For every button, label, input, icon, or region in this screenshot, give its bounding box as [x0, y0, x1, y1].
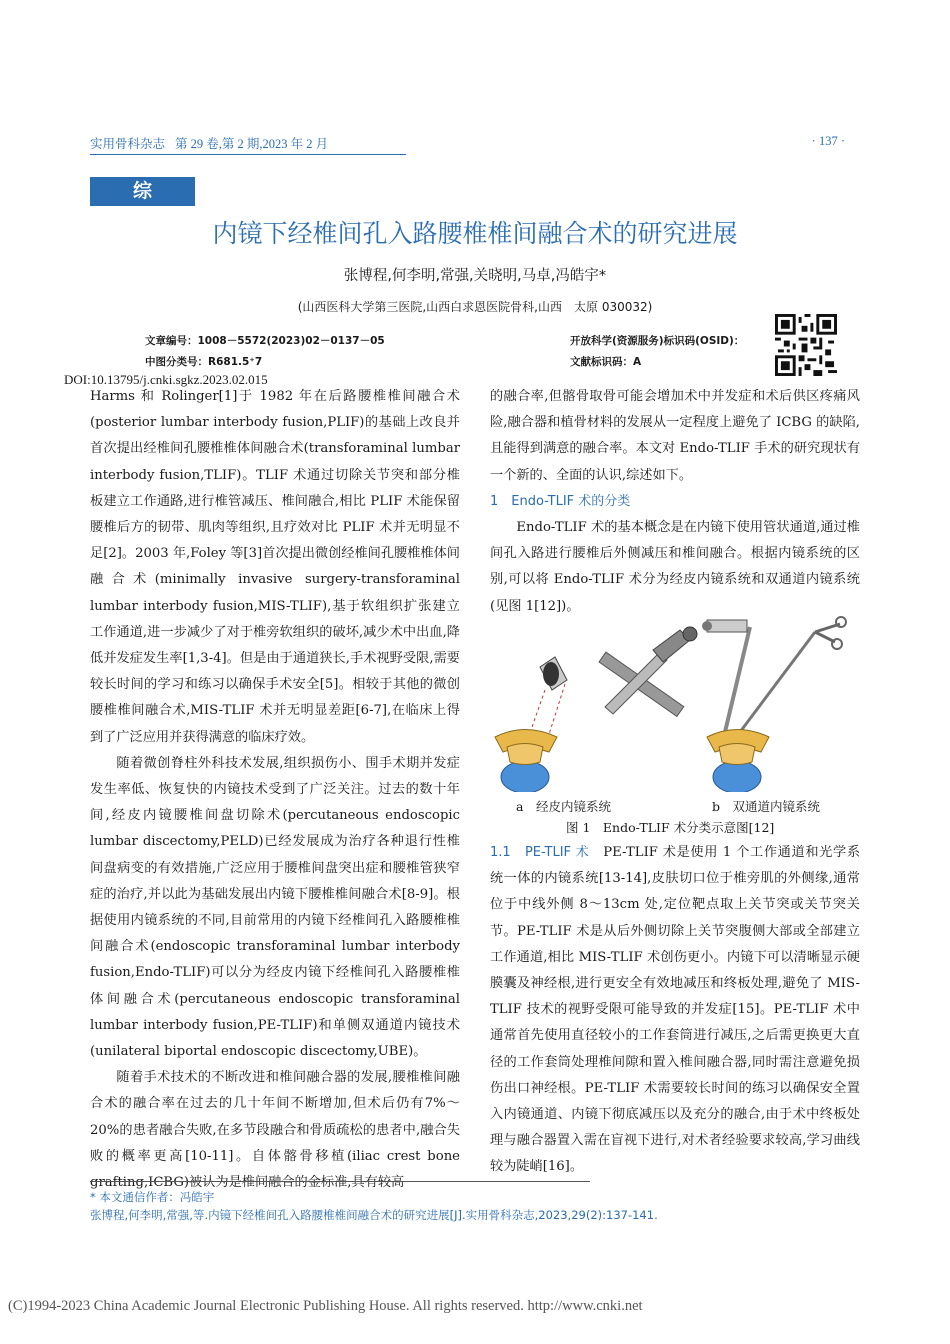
subsection-heading: 1.1 PE-TLIF 术: [490, 845, 590, 860]
left-column: [90, 384, 460, 1196]
figure-label-a: a 经皮内镜系统: [516, 799, 611, 814]
paragraph: PE-TLIF 术是使用 1 个工作通道和光学系统一体的内镜系统[13-14],皮肤切口位于椎旁肌的外侧缘,通常位于中线外侧 8～13cm 处,定位靶点取上关节突或关节突关节。PE-TLIF 术是从后外侧切除上关节突腹侧大部或全部建立工作通道,相比 MIS-TLIF 术创伤更小。内镜下可以清晰显示硬膜囊及神经根,进行更安全有效地减压和终板处理,避免了 MIS-TLIF 技术的视野受限可能导致的并发症[15]。PE-TLIF 术中通常首先使用直径较小的工作套筒进行减压,之后需更换更大直径的工作套筒处理椎间隙和置入椎间融合器,同时需注意避免损伤出口神经根。PE-TLIF 术需要较长时间的练习以确保安全置入内镜通道、内镜下彻底减压以及充分的融合,由于术中终板处理与融合器置入需在盲视下进行,对术者经验要求较高,学习曲线较为陡峭[16]。: [490, 845, 861, 1175]
section-tag: 综述: [90, 177, 195, 206]
affiliation: (山西医科大学第三医院,山西白求恩医院骨科,山西 太原 030032): [297, 300, 653, 314]
article-title: 内镜下经椎间孔入路腰椎椎间融合术的研究进展: [212, 219, 738, 248]
percutaneous-endoscope-illustration: [495, 627, 697, 792]
qr-code-icon: [775, 314, 837, 376]
page-number: · 137 ·: [811, 134, 845, 148]
copyright-notice: (C)1994-2023 China Academic Journal Electronic Publishing House. All rights reserved. http://www.cnki.net: [8, 1298, 643, 1314]
article-number: 文章编号：1008－5572(2023)02－0137－05: [145, 335, 385, 347]
right-column-top: [490, 384, 860, 620]
section-heading: 1 Endo-TLIF 术的分类: [490, 493, 631, 509]
biportal-endoscope-illustration: [702, 617, 846, 792]
citation: 张博程,何李明,常强,等.内镜下经椎间孔入路腰椎椎间融合术的研究进展[J].实用骨科杂志,2023,29(2):137-141.: [90, 1208, 658, 1222]
doi: DOI:10.13795/j.cnki.sgkz.2023.02.015: [64, 372, 268, 387]
figure-label-b: b 双通道内镜系统: [712, 799, 821, 814]
figure-endo-tlif-systems: [485, 612, 865, 792]
running-header: [90, 134, 406, 155]
right-column-bottom: [490, 840, 860, 1181]
paragraph: 的融合率,但髂骨取骨可能会增加术中并发症和术后供区疼痛风险,融合器和植骨材料的发展从一定程度上避免了 ICBG 的缺陷,且能得到满意的融合率。本文对 Endo-TLIF 手术的研究现状有一个新的、全面的认识,综述如下。: [490, 389, 860, 483]
footnote: [90, 1188, 658, 1224]
osid-label: 开放科学(资源服务)标识码(OSID)：: [570, 335, 745, 347]
paragraph: Endo-TLIF 术的基本概念是在内镜下使用管状通道,通过椎间孔入路进行腰椎后外侧减压和椎间融合。根据内镜系统的区别,可以将 Endo-TLIF 术分为经皮内镜系统和双通道内镜系统(见图 1[12])。: [490, 520, 860, 614]
paragraph: 随着微创脊柱外科技术发展,组织损伤小、围手术期并发症发生率低、恢复快的内镜技术受到了广泛关注。过去的数十年间,经皮内镜腰椎间盘切除术(percutaneous endoscopic lumbar discectomy,PELD)已经发展成为治疗各种退行性椎间盘病变的有效措施,广泛应用于腰椎间盘突出症和腰椎管狭窄症的治疗,并以此为基础发展出内镜下腰椎椎间融合术[8-9]。根据使用内镜系统的不同,目前常用的内镜下经椎间孔入路腰椎椎间融合术(endoscopic transforaminal lumbar interbody fusion,Endo-TLIF)可以分为经皮内镜下经椎间孔入路腰椎椎体间融合术(percutaneous endoscopic transforaminal lumbar interbody fusion,PE-TLIF)和单侧双通道内镜技术(unilateral biportal endoscopic discectomy,UBE)。: [90, 755, 460, 1060]
paragraph: Harms 和 Rolinger[1]于 1982 年在后路腰椎椎间融合术(posterior lumbar interbody fusion,PLIF)的基础上改良并首次提出经椎间孔腰椎椎体间融合术(transforaminal lumbar interbody fusion,TLIF)。TLIF 术通过切除关节突和部分椎板建立工作通路,进行椎管减压、椎间融合,相比 PLIF 术能保留腰椎后方的韧带、肌肉等组织,且疗效对比 PLIF 术并无明显不足[2]。2003 年,Foley 等[3]首次提出微创经椎间孔腰椎椎体间融合术(minimally invasive surgery-transforaminal lumbar interbody fusion,MIS-TLIF),基于软组织扩张建立工作通道,进一步减少了对于椎旁软组织的破坏,减少术中出血,降低并发症发生率[1,3-4]。但是由于通道狭长,手术视野受限,需要较长时间的学习和练习以确保手术安全[5]。相较于其他的微创腰椎椎间融合术,MIS-TLIF 术并无明显差距[6-7],在临床上得到了广泛应用并获得满意的临床疗效。: [90, 389, 460, 745]
footnote-rule: [90, 1181, 590, 1182]
journal-name: 实用骨科杂志: [90, 137, 166, 151]
document-code: 文献标识码：A: [570, 356, 642, 368]
paragraph: 随着手术技术的不断改进和椎间融合器的发展,腰椎椎间融合术的融合率在过去的几十年间不断增加,但术后仍有7%～20%的患者融合失败,在多节段融合和骨质疏松的患者中,融合失败的概率更高[10-11]。自体髂骨移植(iliac crest bone grafting,ICBG)被认为是椎间融合的金标准,具有较高: [90, 1070, 460, 1191]
issue-info: 第 29 卷,第 2 期,2023 年 2 月: [175, 137, 329, 151]
figure-caption: 图 1 Endo-TLIF 术分类示意图[12]: [566, 820, 775, 835]
clc-number: 中图分类号：R681.5⁺7: [145, 356, 263, 368]
corresponding-author: * 本文通信作者：冯皓宇: [90, 1190, 215, 1204]
authors: 张博程,何李明,常强,关晓明,马卓,冯皓宇*: [343, 268, 607, 284]
